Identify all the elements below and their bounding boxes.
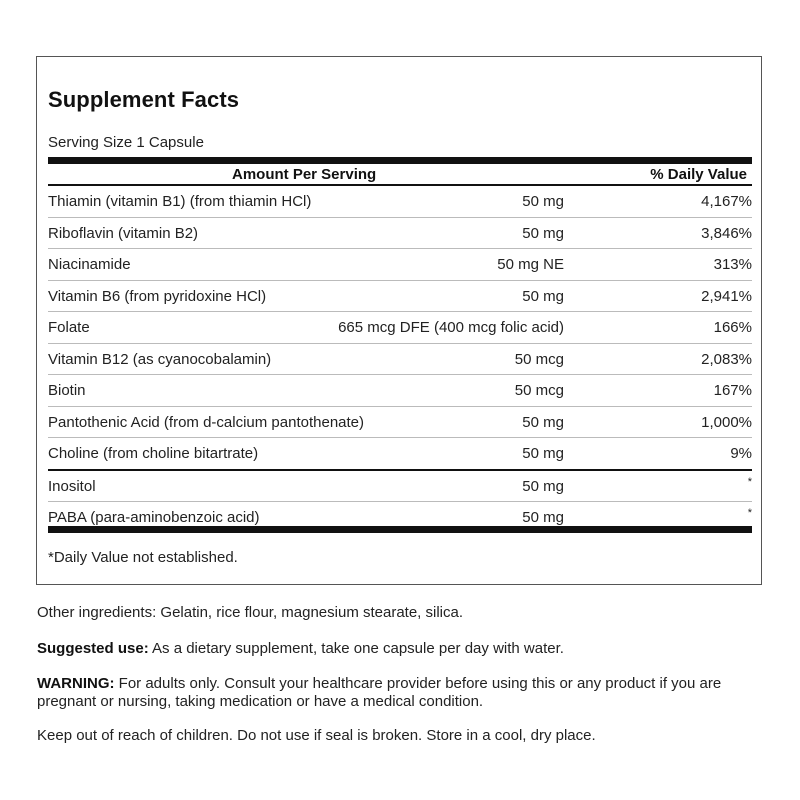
nutrient-amount: 50 mg NE — [497, 256, 564, 273]
supplement-facts-panel — [36, 56, 762, 585]
table-row — [48, 312, 752, 344]
nutrient-daily-value: 3,846% — [701, 224, 752, 242]
storage-instructions: Keep out of reach of children. Do not use if seal is broken. Store in a cool, dry place. — [37, 727, 596, 744]
table-row — [48, 407, 752, 439]
panel-title: Supplement Facts — [48, 87, 240, 112]
other-ingredients: Other ingredients: Gelatin, rice flour, magnesium stearate, silica. — [37, 604, 464, 621]
nutrient-amount: 50 mg — [522, 193, 564, 210]
nutrient-name: Vitamin B12 (as cyanocobalamin) — [48, 350, 272, 368]
warning — [37, 675, 767, 711]
nutrient-daily-value: * — [747, 507, 752, 519]
suggested-use-label: Suggested use: — [37, 640, 149, 657]
nutrient-amount: 50 mcg — [514, 350, 564, 368]
nutrient-daily-value: 1,000% — [701, 413, 752, 431]
nutrient-name: Folate — [48, 319, 90, 336]
nutrient-amount: 50 mcg — [514, 382, 564, 399]
nutrient-daily-value: 9% — [730, 445, 752, 462]
nutrient-name: Choline (from choline bitartrate) — [48, 445, 259, 462]
nutrient-amount: 50 mg — [522, 445, 564, 462]
suggested-use-text: As a dietary supplement, take one capsule per day with water. — [148, 640, 564, 657]
header-amount-per-serving: Amount Per Serving — [232, 166, 377, 183]
warning-label: WARNING: — [37, 675, 115, 692]
nutrient-daily-value: 167% — [713, 382, 752, 399]
suggested-use — [37, 640, 767, 658]
nutrient-amount: 50 mg — [522, 477, 564, 495]
serving-size: Serving Size 1 Capsule — [48, 134, 204, 151]
nutrient-name: Vitamin B6 (from pyridoxine HCl) — [48, 287, 267, 305]
nutrient-name: Thiamin (vitamin B1) (from thiamin HCl) — [48, 193, 312, 210]
nutrient-daily-value: * — [747, 475, 752, 488]
warning-text: For adults only. Consult your healthcare provider before using this or any product if you are pregnant or nursing, taking medication or have a medical condition. — [37, 675, 722, 710]
nutrient-name: PABA (para-aminobenzoic acid) — [48, 509, 260, 526]
table-row — [48, 471, 752, 503]
nutrient-daily-value: 2,083% — [701, 350, 752, 368]
nutrient-amount: 50 mg — [522, 224, 564, 242]
nutrient-name: Pantothenic Acid (from d-calcium pantothenate) — [48, 413, 365, 431]
nutrient-daily-value: 166% — [713, 319, 752, 336]
table-row — [48, 218, 752, 250]
daily-value-footnote: *Daily Value not established. — [48, 549, 238, 566]
bottom-divider-bar — [48, 526, 752, 533]
nutrient-name: Riboflavin (vitamin B2) — [48, 224, 199, 242]
nutrient-amount: 50 mg — [522, 413, 564, 431]
nutrient-amount: 50 mg — [522, 509, 564, 526]
table-row — [48, 249, 752, 281]
nutrient-daily-value: 4,167% — [701, 193, 752, 210]
table-header — [48, 164, 752, 184]
nutrient-daily-value: 2,941% — [701, 287, 752, 305]
nutrient-table — [48, 186, 752, 533]
table-row — [48, 281, 752, 313]
table-row — [48, 438, 752, 471]
nutrient-daily-value: 313% — [713, 256, 752, 273]
table-row — [48, 344, 752, 376]
nutrient-amount: 665 mcg DFE (400 mcg folic acid) — [338, 319, 564, 336]
nutrient-amount: 50 mg — [522, 287, 564, 305]
table-row — [48, 375, 752, 407]
table-row — [48, 186, 752, 218]
nutrient-name: Inositol — [48, 477, 96, 495]
nutrient-name: Biotin — [48, 382, 86, 399]
nutrient-name: Niacinamide — [48, 256, 131, 273]
top-divider-bar — [48, 157, 752, 164]
header-daily-value: % Daily Value — [650, 166, 747, 183]
